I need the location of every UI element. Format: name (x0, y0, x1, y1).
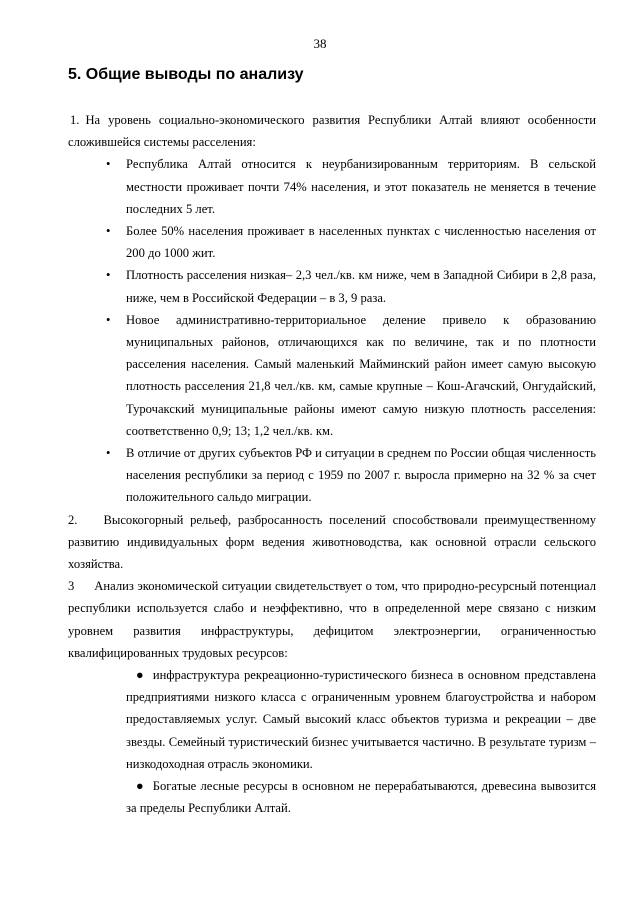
list-item (106, 153, 596, 220)
section-heading: 5. Общие выводы по анализу (68, 66, 304, 83)
settlement-list (106, 153, 596, 508)
list-item-text: Новое административно-территориальное деление привело к образованию муниципальных районов, отличающихся как по величине, так и по плотности расселения населения. Самый маленький Майминский район имеет самую высокую плотность расселения 21,8 чел./кв. км, самые крупные – Кош-Агачский, Онгудайский, Турочакский муниципальные районы имеют самую низкую плотность расселения: соответственно 0,9; 13; 1,2 чел./кв. км. (126, 312, 596, 438)
paragraph-3 (68, 575, 596, 664)
bullet-mark: • (106, 157, 111, 172)
list-item (106, 220, 596, 264)
document-body (68, 109, 596, 820)
list-item-text: Плотность расселения низкая– 2,3 чел./кв. км ниже, чем в Западной Сибири в 2,8 раза, ниже, чем в Российской Федерации – в 3, 9 раза. (126, 268, 596, 305)
bullet-mark: • (106, 312, 111, 327)
paragraph-1 (68, 109, 596, 153)
list-item (126, 775, 596, 819)
paragraph-1-number: 1. (70, 113, 80, 127)
list-item (106, 309, 596, 442)
paragraph-2 (68, 509, 596, 576)
list-item (126, 664, 596, 775)
paragraph-3-number: 3 (68, 579, 75, 594)
list-item-text: Богатые лесные ресурсы в основном не перерабатываются, древесина вывозится за пределы Республики Алтай. (126, 779, 597, 816)
page-number: 38 (313, 36, 327, 51)
paragraph-2-text: Высокогорный рельеф, разбросанность поселений способствовали преимущественному развитию индивидуальных форм ведения животноводства, как основной отрасли сельского хозяйства. (68, 512, 596, 572)
bullet-mark: ● (136, 668, 145, 683)
list-item-text: В отличие от других субъектов РФ и ситуации в среднем по России общая численность населения республики за период с 1959 по 2007 г. выросла примерно на 32 % за счет положительного сальдо миграции. (126, 446, 596, 505)
paragraph-3-text: Анализ экономической ситуации свидетельствует о том, что природно-ресурсный потенциал республики используется слабо и неэффективно, что в определенной мере связано с низким уровнем развития инфраструктуры, дефицитом электроэнергии, ограниченностью квалифицированных трудовых ресурсов: (68, 579, 596, 660)
bullet-mark: • (106, 446, 111, 461)
bullet-mark: • (106, 268, 111, 283)
bullet-mark: ● (136, 779, 145, 794)
economy-list (126, 664, 596, 819)
list-item (106, 264, 596, 308)
list-item (106, 442, 596, 509)
list-item-text: инфраструктура рекреационно-туристического бизнеса в основном представлена предприятиями низкого класса с ограниченным уровнем благоустройства и набором предоставляемых услуг. Самый высокий класс объектов туризма и рекреации – две звезды. Семейный туристический бизнес учитывается частично. В результате туризм – низкодоходная отрасль экономики. (126, 668, 596, 771)
list-item-text: Более 50% населения проживает в населенных пунктах с численностью населения от 200 до 1000 жит. (126, 224, 596, 261)
list-item-text: Республика Алтай относится к неурбанизированным территориям. В сельской местности проживает почти 74% населения, и этот показатель не меняется в течение последних 5 лет. (126, 157, 596, 216)
paragraph-1-text: На уровень социально-экономического развития Республики Алтай влияют особенности сложившейся системы расселения: (68, 113, 596, 150)
paragraph-2-number: 2. (68, 512, 78, 527)
bullet-mark: • (106, 224, 111, 239)
